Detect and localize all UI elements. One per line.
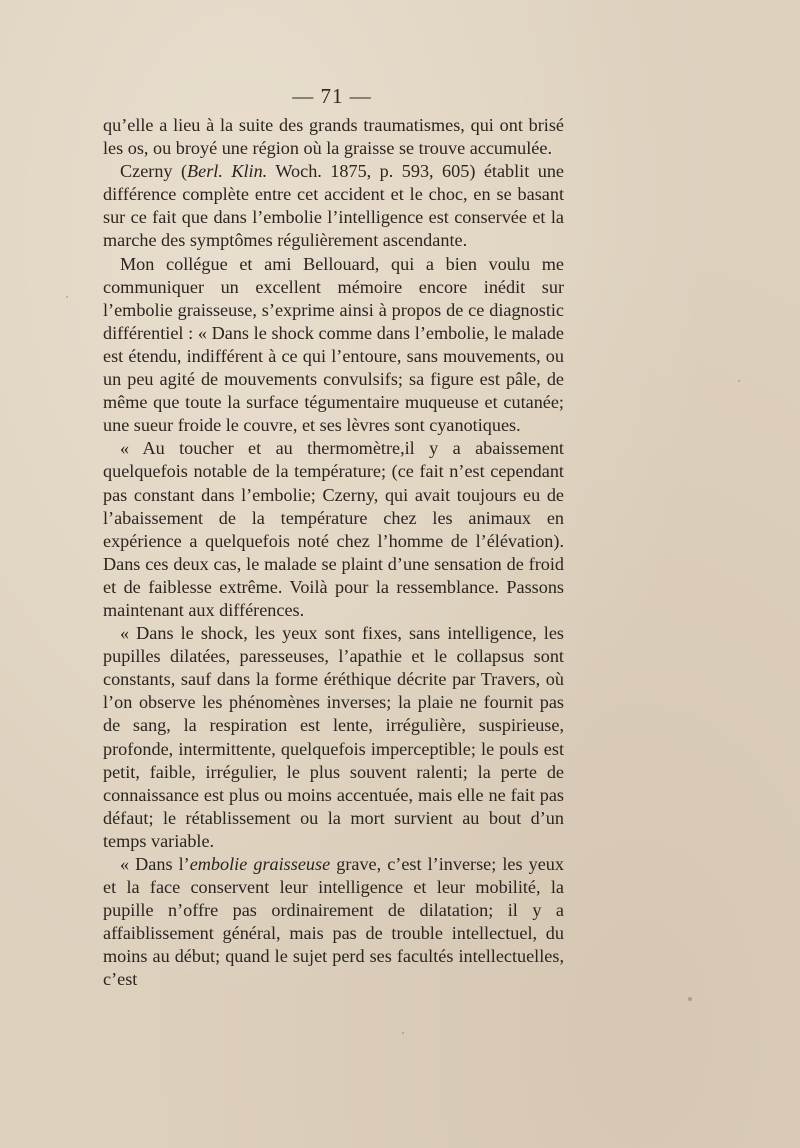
paragraph: [103, 253, 564, 438]
paper-speck: [66, 296, 68, 298]
text-segment: « Dans l’: [120, 854, 190, 874]
paragraph: [103, 622, 564, 853]
paragraph: [103, 114, 564, 160]
page-number: — 71 —: [292, 84, 372, 108]
paper-speck: [688, 997, 692, 1001]
paragraph: [103, 160, 564, 252]
text-segment: Mon collégue et ami Bellouard, qui a bien voulu me communiquer un excellent mémoire encore inédit sur l’embolie graisseuse, s’exprime ainsi à propos de ce diagnostic différentiel : « Dans le shock comme dans l’embolie, le malade est étendu, indifférent à ce qui l’entoure, sans mouvements, ou un peu agité de mouvements convulsifs; sa figure est pâle, de même que toute la surface tégumentaire muqueuse et cutanée; une sueur froide le couvre, et ses lèvres sont cyanotiques.: [103, 253, 564, 436]
paragraph: [103, 437, 564, 622]
paragraph: [103, 853, 564, 992]
body-text: [103, 114, 564, 992]
text-segment: Woch. 1875, p. 593, 605) établit une différence complète entre cet accident et le choc, en se basant sur ce fait que dans l’embolie l’intelligence est conservée et la marche des symptômes régulièrement ascendante.: [103, 161, 564, 251]
text-segment: grave, c’est l’inverse; les yeux et la face conservent leur intelligence et leur mobilité, la pupille n’offre pas ordinairement de dilatation; il y a affaiblissement général, mais pas de trouble intellectuel, du moins au début; quand le sujet perd ses facultés intellectuelles, c’est: [103, 854, 564, 990]
paper-speck: [402, 1032, 404, 1034]
paper-speck: [738, 380, 740, 382]
journal-title: Berl. Klin.: [187, 161, 268, 182]
text-segment: qu’elle a lieu à la suite des grands traumatismes, qui ont brisé les os, ou broyé une région où la graisse se trouve accumulée.: [103, 115, 564, 159]
text-segment: « Dans le shock, les yeux sont fixes, sans intelligence, les pupilles dilatées, paresseuses, l’apathie et le collapsus sont constants, sauf dans la forme éréthique décrite par Travers, où l’on observe les phénomènes inverses; la plaie ne fournit pas de sang, la respiration est lente, irrégulière, suspirieuse, profonde, intermittente, quelquefois imperceptible; le pouls est petit, faible, irrégulier, le plus souvent ralenti; la perte de connaissance est plus ou moins accentuée, mais elle ne fait pas défaut; le rétablissement ou la mort survient au bout d’un temps variable.: [103, 623, 564, 851]
text-segment: « Au toucher et au thermomètre,il y a abaissement quelquefois notable de la température; (ce fait n’est cependant pas constant dans l’embolie; Czerny, qui avait toujours eu de l’abaissement de la température chez les animaux en expérience a quelquefois noté chez l’homme de l’élévation). Dans ces deux cas, le malade se plaint d’une sensation de froid et de faiblesse extrême. Voilà pour la ressemblance. Passons maintenant aux différences.: [103, 438, 564, 620]
text-segment: Czerny (: [120, 161, 188, 182]
emphasis-term: embolie graisseuse: [189, 854, 331, 874]
